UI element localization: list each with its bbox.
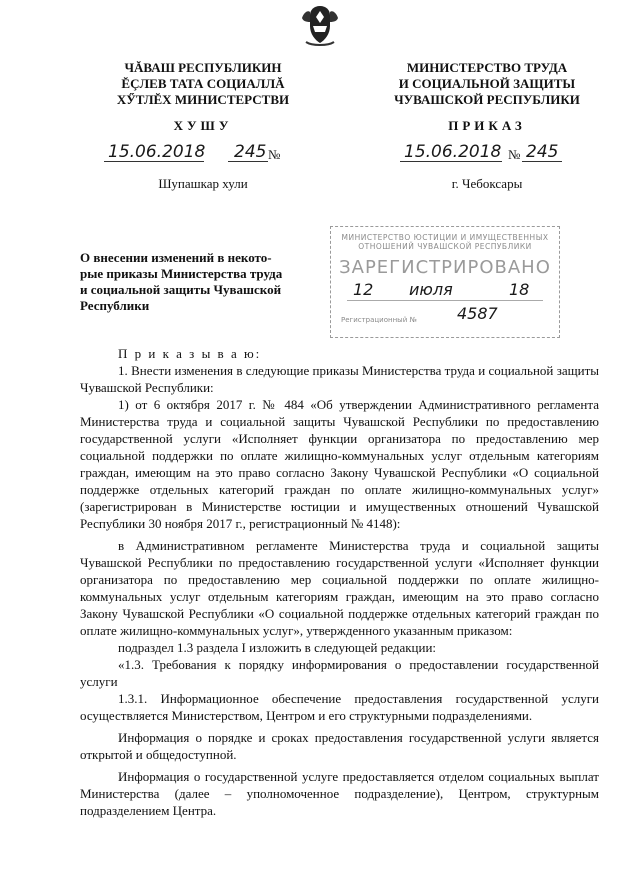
right-number-sign: № bbox=[508, 147, 521, 162]
header-left-line: ĔÇЛЕВ ТАТА СОЦИАЛЛĂ bbox=[121, 76, 285, 91]
header-right-line: МИНИСТЕРСТВО ТРУДА bbox=[406, 60, 568, 75]
document-body bbox=[80, 345, 599, 819]
order-word-right: ПРИКАЗ bbox=[448, 118, 526, 133]
title-line: рые приказы Министерства труда bbox=[80, 266, 283, 281]
header-right-org bbox=[372, 60, 602, 108]
stamp-reg-number: 4587 bbox=[457, 304, 498, 323]
right-date-underline bbox=[400, 161, 502, 162]
stamp-line-2: ОТНОШЕНИЙ ЧУВАШСКОЙ РЕСПУБЛИКИ bbox=[358, 242, 532, 251]
date-number-left bbox=[96, 140, 306, 164]
stamp-line-1: МИНИСТЕРСТВО ЮСТИЦИИ И ИМУЩЕСТВЕННЫХ bbox=[341, 233, 549, 242]
body-paragraph: Информация о порядке и сроках предоставления государственной услуги является открытой и общедоступной. bbox=[80, 730, 599, 762]
date-number-right bbox=[380, 140, 600, 164]
left-date-underline bbox=[104, 161, 204, 162]
body-paragraph: в Административном регламенте Министерства труда и социальной защиты Чувашской Республики по предоставлению государственной услуги «Исполняет функции организатора по предоставлению мер социальной поддержки по оплате жилищно-коммунальных услуг отдельным категориям граждан, имеющим на это право согласно Закону Чувашской Республики «О социальной поддержке отдельных категорий граждан по оплате жилищно-коммунальных услуг», утвержденного указанным приказом: bbox=[80, 538, 599, 638]
stamp-reg-label: Регистрационный № bbox=[341, 316, 417, 324]
stamp-date-underline bbox=[347, 300, 543, 301]
place-right: г. Чебоксары bbox=[451, 176, 523, 191]
stamp-month: июля bbox=[409, 280, 453, 299]
body-paragraph: 1) от 6 октября 2017 г. № 484 «Об утверждении Административного регламента Министерства труда и социальной защиты Чувашской Республики по предоставлению государственной услуги «Исполняет функции организатора по предоставлению мер социальной поддержки по оплате жилищно-коммунальных услуг отдельным категориям граждан, имеющим на это право согласно Закону Чувашской Республики «О социальной поддержке отдельных категорий граждан по оплате жилищно-коммунальных услуг» (зарегистрирован в Министерстве юстиции и имущественных отношений Чувашской Республики 30 ноября 2017 г., регистрационный № 4148): bbox=[80, 397, 599, 531]
stamp-day: 12 bbox=[353, 280, 374, 299]
header-right-line: И СОЦИАЛЬНОЙ ЗАЩИТЫ bbox=[398, 76, 576, 91]
stamp-registered: ЗАРЕГИСТРИРОВАНО bbox=[339, 257, 551, 278]
left-date: 15.06.2018 bbox=[108, 142, 206, 162]
body-paragraph: 1. Внести изменения в следующие приказы Министерства труда и социальной защиты Чувашской Республики: bbox=[80, 363, 599, 395]
right-date: 15.06.2018 bbox=[404, 142, 502, 162]
body-lead: П р и к а з ы в а ю: bbox=[118, 346, 262, 361]
header-left-line: ХӲТЛĔХ МИНИСТЕРСТВИ bbox=[116, 92, 290, 107]
title-line: О внесении изменений в некото- bbox=[80, 250, 272, 265]
header-right-line: ЧУВАШСКОЙ РЕСПУБЛИКИ bbox=[394, 92, 580, 107]
left-number-sign: № bbox=[268, 147, 281, 162]
body-paragraph: «1.3. Требования к порядку информирования о предоставлении государственной услуги bbox=[80, 657, 599, 689]
title-line: Республики bbox=[80, 298, 150, 313]
left-number: 245 bbox=[234, 142, 267, 162]
body-paragraph: подраздел 1.3 раздела I изложить в следующей редакции: bbox=[118, 640, 437, 655]
right-number: 245 bbox=[526, 142, 559, 162]
stamp-reg-row bbox=[331, 306, 559, 328]
document-title bbox=[80, 250, 305, 314]
registration-stamp bbox=[330, 226, 560, 338]
stamp-date-row bbox=[331, 278, 559, 306]
coat-of-arms-emblem bbox=[296, 2, 344, 48]
left-number-underline bbox=[228, 161, 268, 162]
header-left-line: ЧĂВАШ РЕСПУБЛИКИН bbox=[124, 60, 282, 75]
header-left-org bbox=[88, 60, 318, 108]
place-left: Шупашкар хули bbox=[158, 176, 248, 191]
title-line: и социальной защиты Чувашской bbox=[80, 282, 282, 297]
stamp-year: 18 bbox=[509, 280, 530, 299]
body-paragraph: 1.3.1. Информационное обеспечение предоставления государственной услуги осуществляется Министерством, Центром и его структурными подразделениями. bbox=[80, 691, 599, 723]
order-word-left: ХУШУ bbox=[173, 118, 233, 133]
body-paragraph: Информация о государственной услуге предоставляется отделом социальных выплат Министерства (далее – уполномоченное подразделение), Центром, структурным подразделением Центра. bbox=[80, 769, 599, 818]
right-number-underline bbox=[522, 161, 562, 162]
